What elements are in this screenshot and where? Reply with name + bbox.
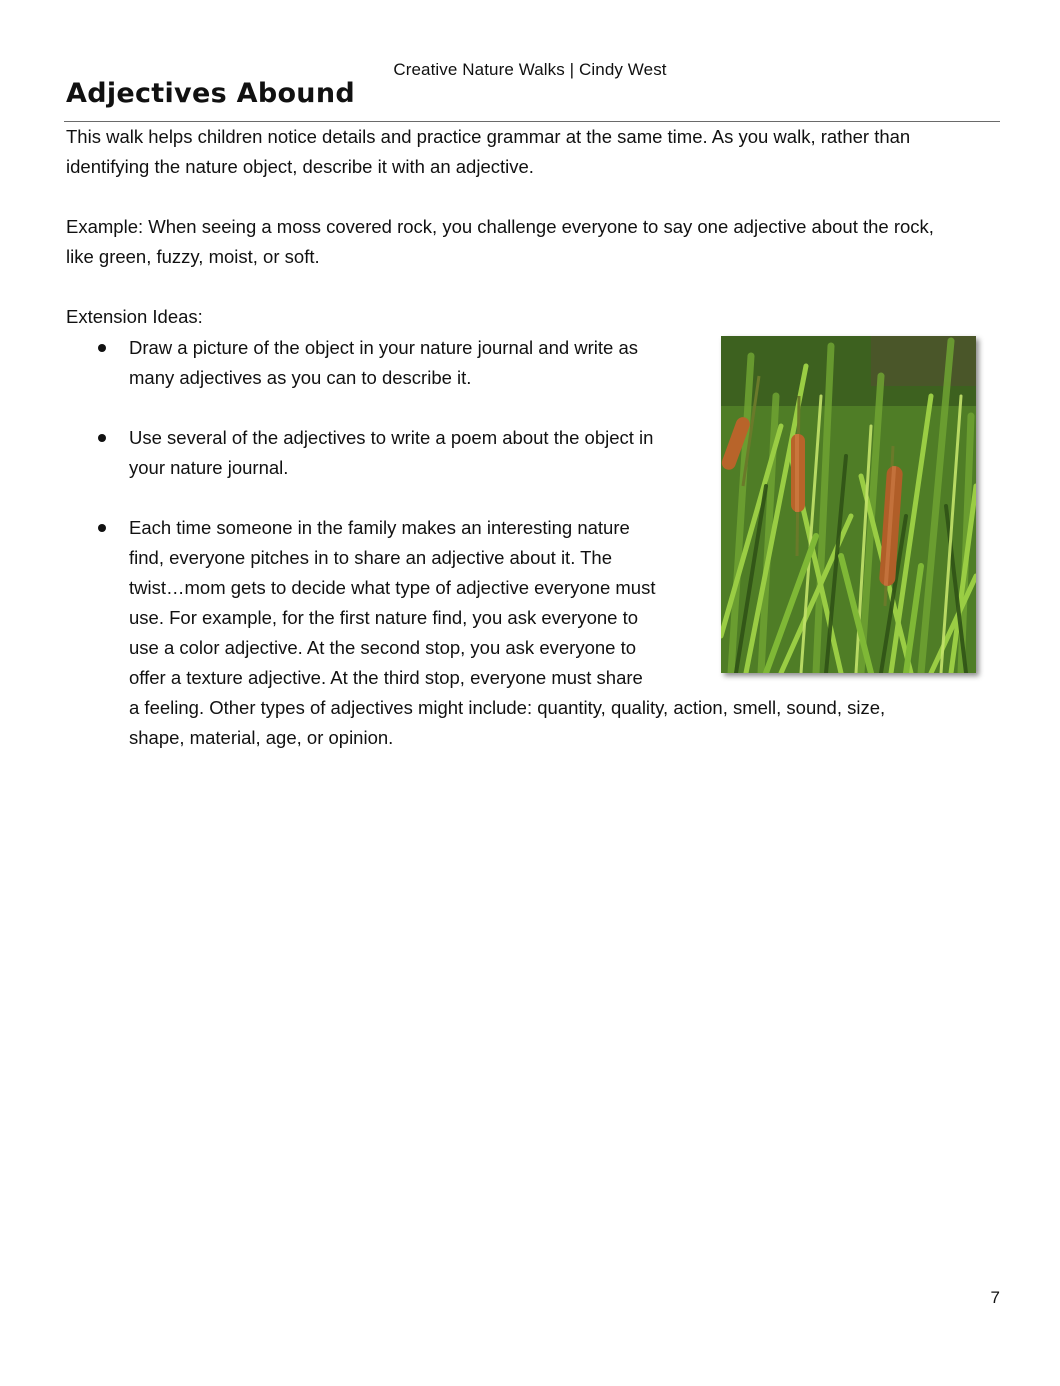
page-title: Adjectives Abound <box>66 78 355 109</box>
list-item-line: a feeling. Other types of adjectives might include: quantity, quality, action, smell, sound, size, <box>129 697 886 718</box>
running-head: Creative Nature Walks | Cindy West <box>393 60 667 79</box>
list-item-line: Each time someone in the family makes an interesting nature <box>129 517 630 538</box>
intro-line: This walk helps children notice details and practice grammar at the same time. As you walk, rather than <box>66 126 911 147</box>
cattail-photo <box>721 336 976 673</box>
example-line: Example: When seeing a moss covered rock, you challenge everyone to say one adjective about the rock, <box>66 216 934 237</box>
list-item-line: Draw a picture of the object in your nature journal and write as <box>129 337 639 358</box>
page-number: 7 <box>990 1288 1000 1307</box>
list-item-line: use. For example, for the first nature find, you ask everyone to <box>129 607 639 628</box>
cattail-illustration <box>721 336 976 673</box>
list-item-line: your nature journal. <box>129 457 289 478</box>
extension-heading: Extension Ideas: <box>66 306 203 327</box>
list-item-line: Use several of the adjectives to write a poem about the object in <box>129 427 654 448</box>
list-item-text <box>129 333 699 393</box>
example-paragraph <box>66 212 996 272</box>
intro-line: identifying the nature object, describe it with an adjective. <box>66 156 534 177</box>
list-item-line: twist…mom gets to decide what type of adjective everyone must <box>129 577 656 598</box>
list-item-line: many adjectives as you can to describe it. <box>129 367 472 388</box>
example-line: like green, fuzzy, moist, or soft. <box>66 246 320 267</box>
list-item-line: offer a texture adjective. At the third stop, everyone must share <box>129 667 643 688</box>
list-item-text <box>129 423 699 483</box>
list-item-line: find, everyone pitches in to share an adjective about it. The <box>129 547 613 568</box>
list-item-line: use a color adjective. At the second stop, you ask everyone to <box>129 637 636 658</box>
intro-paragraph <box>66 122 996 182</box>
list-item-line: shape, material, age, or opinion. <box>129 727 394 748</box>
